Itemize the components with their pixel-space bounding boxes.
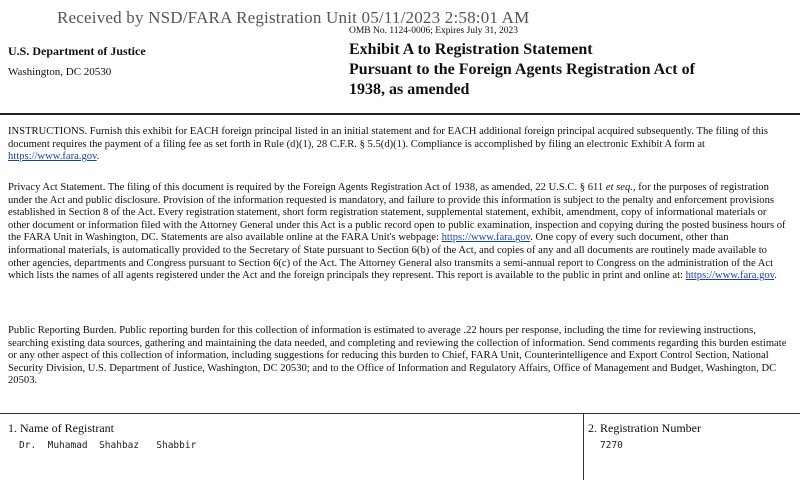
- burden-text: Public Reporting Burden. Public reporting burden for this collection of information is estimated to average .22 hours per response, including the time for reviewing instructions, searching existing data sources, gathering and maintaining the data needed, and completing and reviewing the collection of information. Send comments regarding this burden estimate or any other aspect of this collection of information, including suggestions for reducing this burden to Chief, FARA Unit, Counterintelligence and Export Control Section, National Security Division, U.S. Department of Justice, Washington, DC 20530; and to the Office of Information and Regulatory Affairs, Office of Management and Budget, Washington, DC 20503.: [8, 325, 787, 387]
- instructions-paragraph: [8, 126, 788, 164]
- registrant-name-value: Dr. Muhamad Shahbaz Shabbir: [19, 440, 197, 451]
- privacy-text-c: . One copy of every such document, other than informational materials, is automatically provided to the Secretary of State pursuant to Section 6(b) of the Act, and copies of any and all documents are routinely made available to other agencies, departments and Congress pursuant to Section 6(c) of the Act. The Attorney General also transmits a semi-annual report to Congress on the administration of the Act which lists the names of all agents registered under the Act and the foreign principals they represent. This report is available to the public in print and online at:: [8, 232, 774, 282]
- fields-divider: [583, 413, 584, 480]
- instructions-text: INSTRUCTIONS. Furnish this exhibit for EACH foreign principal listed in an initial statement and for EACH additional foreign principal acquired subsequently. The filing of this document requires the payment of a filing fee as set forth in Rule (d)(1), 28 C.F.R. § 5.5(d)(1). Compliance is accomplished by filing an electronic Exhibit A form at: [8, 126, 768, 150]
- privacy-end: .: [774, 270, 777, 282]
- title-line-1: Exhibit A to Registration Statement: [349, 41, 593, 58]
- header-rule: [0, 113, 800, 115]
- fara-link[interactable]: https://www.fara.gov: [685, 270, 775, 282]
- registration-number-label: 2. Registration Number: [588, 421, 701, 435]
- registrant-name-label: 1. Name of Registrant: [8, 421, 114, 435]
- received-stamp: Received by NSD/FARA Registration Unit 05/11/2023 2:58:01 AM: [57, 8, 530, 27]
- burden-paragraph: [8, 325, 788, 388]
- title-line-3: 1938, as amended: [349, 81, 470, 98]
- registration-number-value: 7270: [600, 440, 623, 451]
- fara-link[interactable]: https://www.fara.gov: [8, 151, 97, 163]
- department-name: U.S. Department of Justice: [8, 44, 146, 58]
- omb-number: OMB No. 1124-0006; Expires July 31, 2023: [349, 26, 519, 36]
- et-seq: et seq.: [605, 182, 633, 193]
- fields-rule: [0, 413, 800, 414]
- privacy-act-paragraph: [8, 182, 788, 283]
- department-city: Washington, DC 20530: [8, 66, 112, 78]
- privacy-text-a: Privacy Act Statement. The filing of this document is required by the Foreign Agents Registration Act of 1938, as amended, 22 U.S.C. § 611: [8, 182, 606, 193]
- document-title: [349, 40, 789, 100]
- instructions-end: .: [96, 151, 100, 163]
- title-line-2: Pursuant to the Foreign Agents Registration Act of: [349, 61, 695, 78]
- fara-link[interactable]: https://www.fara.gov: [441, 232, 531, 244]
- privacy-text-b: , for the purposes of registration under the Act and public disclosure. Provision of the information requested is mandatory, and failure to provide this information is subject to the penalty and enforcement provisions established in Section 8 of the Act. Every registration statement, short form registration statement, supplemental statement, exhibit, amendment, copy of informational materials or other document or information filed with the Attorney General under this Act is a public record open to public examination, inspection and copying during the posted business hours of the FARA Unit in Washington, DC. Statements are also available online at the FARA Unit's webpage:: [8, 182, 786, 244]
